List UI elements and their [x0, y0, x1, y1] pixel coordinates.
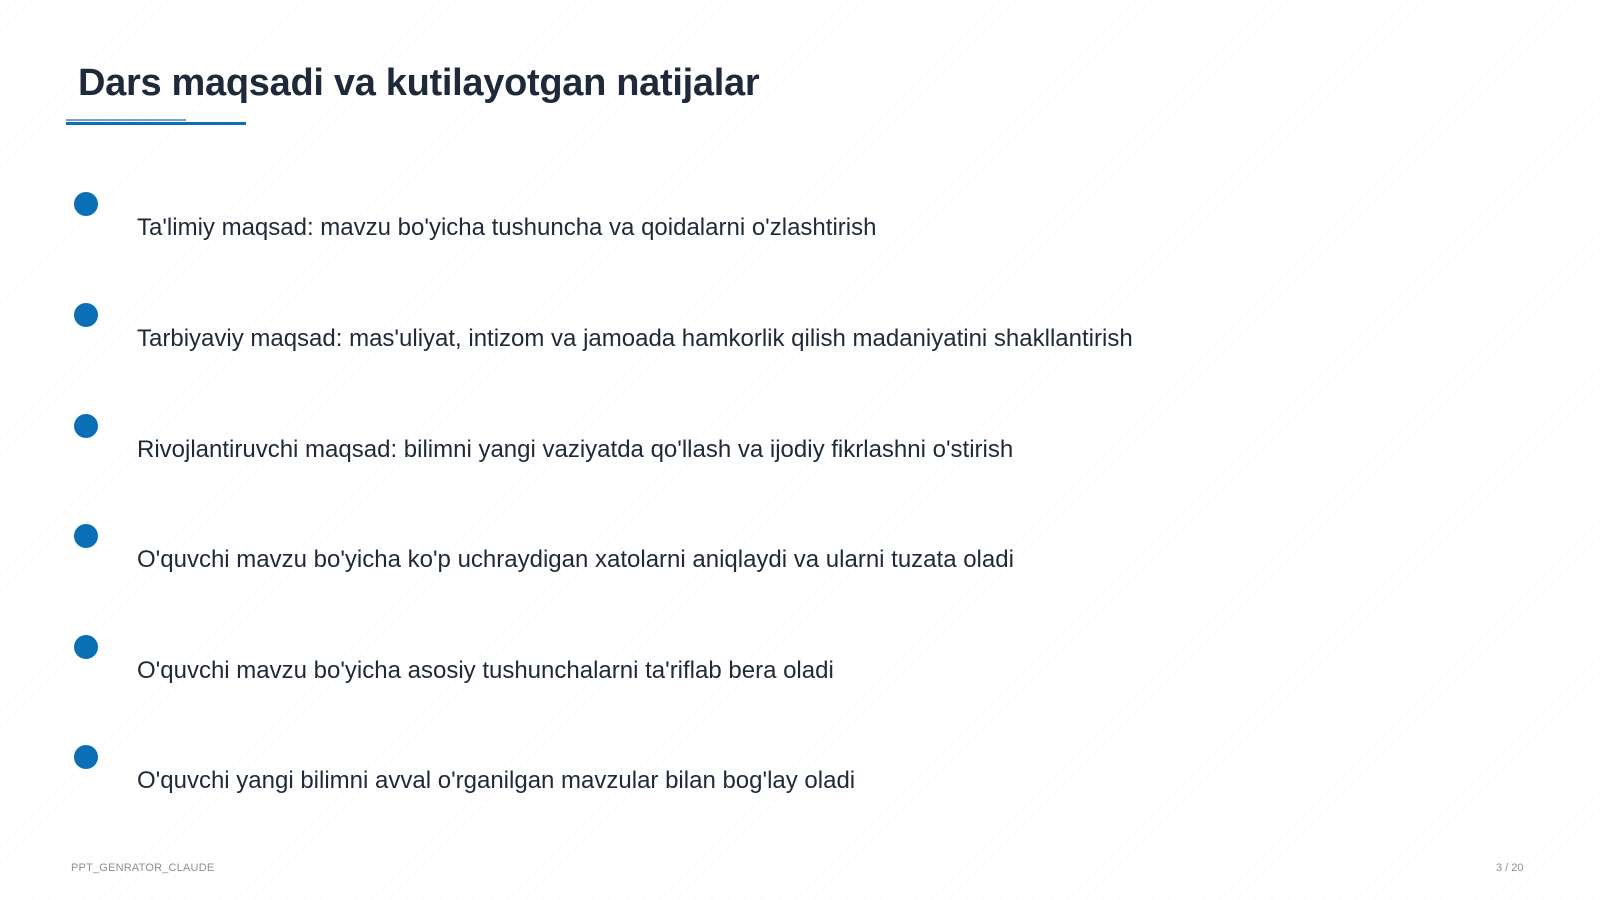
bullet-dot-icon	[74, 745, 98, 769]
bullet-item	[74, 635, 1274, 695]
bullet-dot-icon	[74, 524, 98, 548]
bullet-item	[74, 414, 1274, 474]
bullet-dot-icon	[74, 635, 98, 659]
page-number: 3 / 20	[1496, 862, 1524, 874]
bullet-text: O'quvchi mavzu bo'yicha ko'p uchraydigan xatolarni aniqlaydi va ularni tuzata oladi	[137, 546, 1014, 573]
bullet-text: Tarbiyaviy maqsad: mas'uliyat, intizom va jamoada hamkorlik qilish madaniyatini shakllantirish	[137, 325, 1133, 352]
title-underline	[66, 122, 246, 125]
bullet-dot-icon	[74, 414, 98, 438]
slide-title: Dars maqsadi va kutilayotgan natijalar	[78, 62, 760, 104]
bullet-item	[74, 303, 1274, 363]
footer-source-label: PPT_GENRATOR_CLAUDE	[71, 862, 215, 874]
title-underline-accent	[66, 119, 186, 121]
bullet-text: O'quvchi yangi bilimni avval o'rganilgan mavzular bilan bog'lay oladi	[137, 767, 856, 794]
bullet-text: Ta'limiy maqsad: mavzu bo'yicha tushuncha va qoidalarni o'zlashtirish	[137, 214, 877, 241]
bullet-item	[74, 745, 1274, 805]
bullet-item	[74, 192, 1274, 252]
bullet-dot-icon	[74, 192, 98, 216]
bullet-item	[74, 524, 1274, 584]
bullet-text: Rivojlantiruvchi maqsad: bilimni yangi vaziyatda qo'llash va ijodiy fikrlashni o'stirish	[137, 436, 1014, 463]
bullet-dot-icon	[74, 303, 98, 327]
bullet-text: O'quvchi mavzu bo'yicha asosiy tushunchalarni ta'riflab bera oladi	[137, 657, 834, 684]
